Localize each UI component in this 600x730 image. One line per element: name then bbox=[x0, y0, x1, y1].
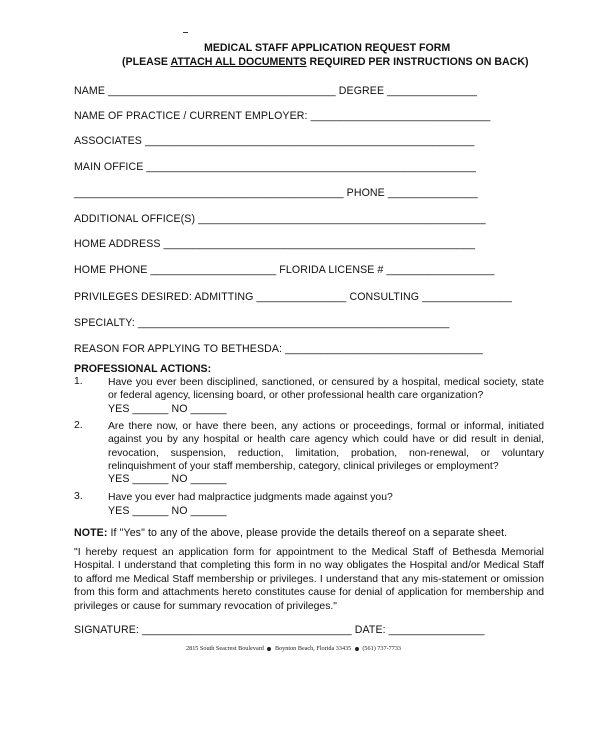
bullet-icon bbox=[355, 647, 359, 651]
practice-field[interactable]: NAME OF PRACTICE / CURRENT EMPLOYER: ______________________________ bbox=[74, 110, 491, 122]
scan-mark bbox=[183, 32, 188, 33]
privileges-field[interactable]: PRIVILEGES DESIRED: ADMITTING _______________ CONSULTING _______________ bbox=[74, 291, 513, 303]
name-field[interactable]: NAME ______________________________________ DEGREE _______________ bbox=[74, 85, 478, 97]
form-title: MEDICAL STAFF APPLICATION REQUEST FORM bbox=[204, 42, 451, 54]
reason-field[interactable]: REASON FOR APPLYING TO BETHESDA: _________________________________ bbox=[74, 343, 483, 355]
footer-address: 2815 South Seacrest Boulevard Boynton Beach, Florida 33435 (561) 737-7733 bbox=[186, 645, 402, 652]
question-number: 1. bbox=[74, 376, 83, 387]
question-text: Have you ever been disciplined, sanctioned, or censured by a hospital, medical society, state or federal agency, licensing board, or other professional health care organization? bbox=[108, 377, 544, 402]
home-phone-field[interactable]: HOME PHONE _____________________ FLORIDA LICENSE # __________________ bbox=[74, 264, 495, 276]
question-number: 3. bbox=[74, 491, 83, 502]
question-text: Have you ever had malpractice judgments made against you? bbox=[108, 492, 393, 503]
additional-offices-field[interactable]: ADDITIONAL OFFICE(S) ________________________________________________ bbox=[74, 213, 486, 225]
note-text: If "Yes" to any of the above, please provide the details thereof on a separate sheet. bbox=[107, 527, 508, 539]
professional-actions-heading: PROFESSIONAL ACTIONS: bbox=[74, 363, 212, 375]
note-label: NOTE: bbox=[74, 527, 108, 539]
phone-field[interactable]: _____________________________________________ PHONE _______________ bbox=[74, 187, 478, 199]
home-address-field[interactable]: HOME ADDRESS ____________________________________________________ bbox=[74, 238, 476, 250]
associates-field[interactable]: ASSOCIATES _______________________________________________________ bbox=[74, 135, 475, 147]
form-subtitle: (PLEASE ATTACH ALL DOCUMENTS REQUIRED PER INSTRUCTIONS ON BACK) bbox=[122, 56, 529, 68]
question-text: Are there now, or have there been, any actions or proceedings, formal or informal, initiated against you by any hospital or health care agency which could have or did result in denial, revocation, suspension, reduction, limitation, probation, non-renewal, or voluntary relinquishment of your staff membership, category, clinical privileges or employment? bbox=[108, 421, 544, 473]
main-office-field[interactable]: MAIN OFFICE _______________________________________________________ bbox=[74, 161, 476, 173]
note bbox=[74, 527, 507, 539]
question-answer[interactable]: YES ______ NO ______ bbox=[108, 403, 227, 415]
bullet-icon bbox=[267, 647, 271, 651]
question-number: 2. bbox=[74, 420, 83, 431]
subtitle-underlined-text: ATTACH ALL DOCUMENTS bbox=[170, 56, 307, 68]
request-statement: "I hereby request an application form for appointment to the Medical Staff of Bethesda Memorial Hospital. I understand that completing this form in no way obligates the Hospital and/or Medical Staff to afford me Medical Staff membership or privileges. I understand that any mis-statement or omission from this form and attachments hereto constitutes cause for denial of application for membership and privileges or cause for summary revocation of privileges." bbox=[74, 547, 544, 612]
question-answer[interactable]: YES ______ NO ______ bbox=[108, 505, 227, 517]
signature-field[interactable]: SIGNATURE: ___________________________________ DATE: ________________ bbox=[74, 624, 485, 636]
specialty-field[interactable]: SPECIALTY: ____________________________________________________ bbox=[74, 317, 450, 329]
question-answer[interactable]: YES ______ NO ______ bbox=[108, 473, 227, 485]
